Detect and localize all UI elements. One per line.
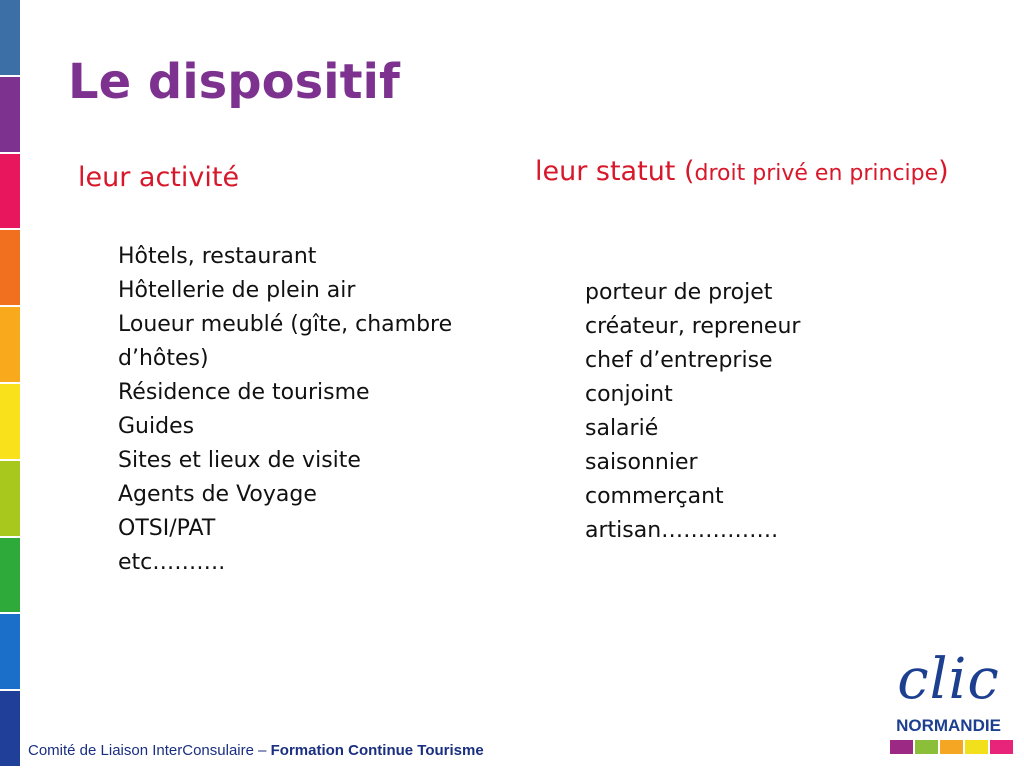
color-stripe	[0, 77, 20, 152]
footer	[28, 742, 484, 759]
footer-bold: Formation Continue Tourisme	[270, 742, 484, 759]
list-item: Résidence de tourisme	[118, 380, 370, 405]
list-item: OTSI/PAT	[118, 516, 216, 541]
list-item: commerçant	[585, 484, 724, 509]
right-heading-small: droit privé en principe	[694, 161, 939, 186]
color-stripe	[0, 0, 20, 75]
status-list	[585, 276, 800, 548]
list-item: chef d’entreprise	[585, 348, 773, 373]
color-stripe	[0, 538, 20, 613]
color-stripe	[0, 384, 20, 459]
footer-prefix: Comité de Liaison InterConsulaire –	[28, 742, 271, 759]
list-item: porteur de projet	[585, 280, 773, 305]
logo-color-squares	[890, 740, 1013, 754]
list-item: etc……….	[118, 550, 226, 575]
logo-color-square	[940, 740, 963, 754]
list-item: Loueur meublé (gîte, chambre	[118, 312, 453, 337]
logo-color-square	[990, 740, 1013, 754]
color-stripe-bar	[0, 0, 20, 768]
activity-list	[118, 240, 452, 580]
clic-normandie-logo	[886, 647, 1011, 760]
list-item: créateur, repreneur	[585, 314, 801, 339]
logo-subtitle: NORMANDIE	[896, 716, 1001, 735]
list-item: Agents de Voyage	[118, 482, 317, 507]
list-item: artisan…………….	[585, 518, 779, 543]
logo-color-square	[915, 740, 938, 754]
slide-title: Le dispositif	[68, 54, 400, 110]
color-stripe	[0, 307, 20, 382]
color-stripe	[0, 230, 20, 305]
left-column-heading	[78, 160, 239, 195]
color-stripe	[0, 154, 20, 229]
list-item: saisonnier	[585, 450, 698, 475]
color-stripe	[0, 691, 20, 766]
list-item: Hôtels, restaurant	[118, 244, 317, 269]
right-column-heading	[535, 154, 955, 189]
list-item: d’hôtes)	[118, 346, 209, 371]
color-stripe	[0, 461, 20, 536]
list-item: Guides	[118, 414, 195, 439]
list-item: salarié	[585, 416, 659, 441]
color-stripe	[0, 614, 20, 689]
right-heading-main: leur statut (	[535, 156, 695, 187]
list-item: Hôtellerie de plein air	[118, 278, 356, 303]
logo-color-square	[965, 740, 988, 754]
left-heading-text: leur activité	[78, 162, 240, 193]
right-heading-close: )	[938, 156, 949, 187]
list-item: conjoint	[585, 382, 673, 407]
list-item: Sites et lieux de visite	[118, 448, 361, 473]
logo-word: clic	[897, 647, 1000, 712]
logo-color-square	[890, 740, 913, 754]
